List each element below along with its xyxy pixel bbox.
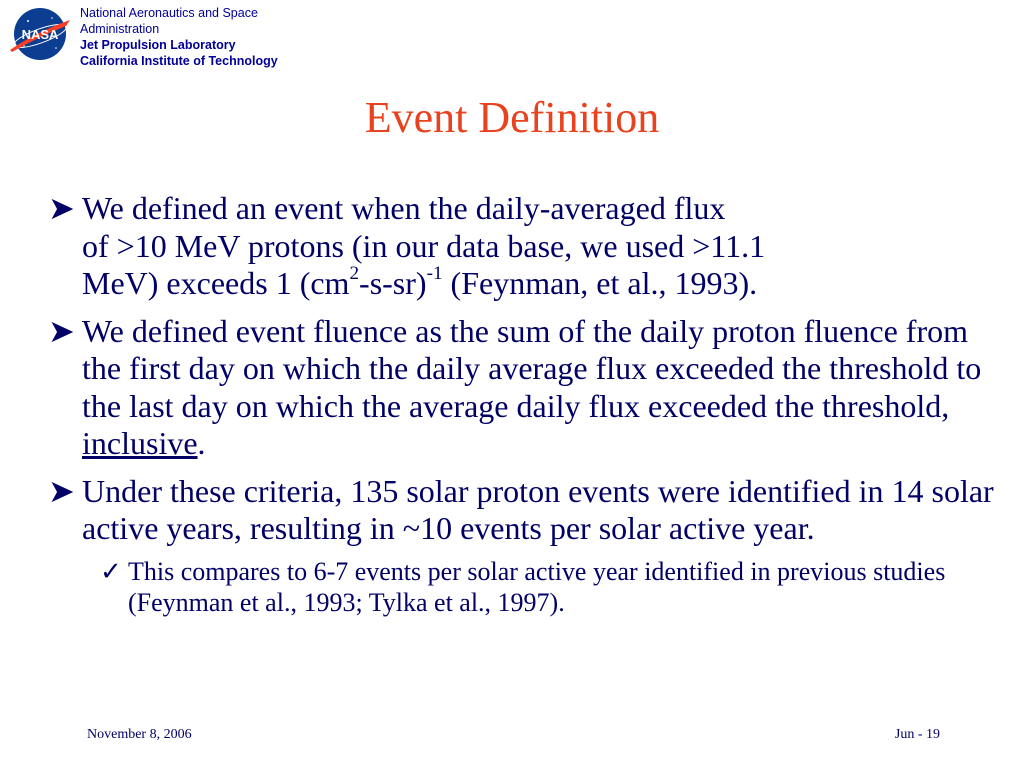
org-name-line1: National Aeronautics and Space — [80, 6, 258, 20]
bullet-1-line2: of >10 MeV protons (in our data base, we used >11.1 — [82, 227, 766, 264]
footer-date: November 8, 2006 — [87, 727, 192, 742]
arrow-bullet-icon: ➤ — [48, 190, 75, 226]
slide-title: Event Definition — [364, 93, 660, 142]
slide-body — [44, 190, 994, 618]
bullet-2-text: We defined event fluence as the sum of the daily proton fluence from the first day on which the daily average flux exceeded the threshold to the last day on which the average daily flux exceeded the threshold, — [82, 312, 982, 424]
bullet-2-underlined-term: inclusive — [82, 425, 198, 461]
sub-bullet-1-text: This compares to 6-7 events per solar active year identified in previous studies (Feynman et al., 1993; Tylka et al., 1997). — [128, 556, 946, 617]
bullet-3-text: Under these criteria, 135 solar proton events were identified in 14 solar active years, resulting in ~10 events per solar active year. — [82, 472, 994, 546]
organization-header — [80, 5, 278, 69]
nasa-logo-text: NASA — [21, 27, 59, 42]
arrow-bullet-icon: ➤ — [48, 312, 75, 349]
footer-page-number: Jun - 19 — [894, 727, 940, 742]
sub-bullet-1 — [44, 556, 994, 618]
bullet-1-line3: MeV) exceeds 1 $(cm^2-s-sr)^{-1}$ (Feynman, et al., 1993). — [82, 262, 758, 301]
bullet-3 — [44, 473, 994, 548]
bullet-1-line1: We defined an event when the daily-averaged flux — [82, 190, 726, 226]
lab-name: Jet Propulsion Laboratory — [80, 38, 236, 52]
nasa-logo — [6, 6, 74, 62]
bullet-1 — [44, 190, 994, 303]
bullet-2-end: . — [197, 425, 206, 461]
bullet-2 — [44, 313, 994, 463]
arrow-bullet-icon: ➤ — [48, 472, 75, 509]
checkmark-bullet-icon: ✓ — [100, 556, 122, 586]
org-name-line2: Administration — [80, 22, 160, 36]
institute-name: California Institute of Technology — [80, 54, 278, 68]
